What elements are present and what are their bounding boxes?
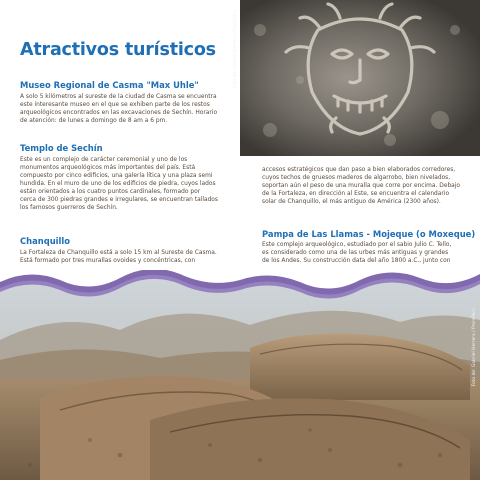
- text-line: Este es un complejo de carácter ceremonial y uno de los: [20, 157, 188, 163]
- text-line: accesos estratégicos que dan paso a bien elaborados corredores,: [262, 167, 456, 173]
- section-body-chanquillo: [20, 249, 230, 265]
- section-body-museo: [20, 93, 230, 125]
- section-body-chanquillo-continued: [262, 166, 470, 206]
- text-line: A solo 5 kilómetros al sureste de la ciudad de Casma se encuentra: [20, 94, 217, 100]
- fortress-landscape-photo: [0, 270, 480, 480]
- stone-carving-photo: [240, 0, 480, 156]
- text-line: es considerado como una de las urbes más antiguas y grandes: [262, 250, 449, 257]
- section-body-pampa: [262, 241, 470, 265]
- text-line: de la Fortaleza, en dirección al Este, se encuentra el calendario: [262, 191, 450, 198]
- section-body-sechin: [20, 156, 230, 212]
- text-line: cerca de 300 piedras grandes e irregulares, se encuentran tallados: [20, 197, 218, 204]
- text-line: arqueológicos encontrados en las excavaciones de Sechín. Horario: [20, 110, 218, 117]
- text-line: de los Andes. Su construcción data del año 1800 a.C., junto con: [262, 258, 451, 265]
- section-title-chanquillo: Chanquillo: [20, 236, 71, 246]
- text-line: compuesto por cinco edificios, una galería lítica y una plaza semi: [20, 173, 213, 180]
- stone-carving-illustration: [240, 0, 480, 156]
- text-line: solar de Chanquillo, el más antiguo de América (2300 años).: [262, 199, 441, 206]
- text-line: hundida. En el muro de uno de los edificios de piedra, cuyos lados: [20, 181, 216, 188]
- section-title-museo: Museo Regional de Casma "Max Uhle": [20, 80, 199, 90]
- section-title-pampa: Pampa de Las Llamas - Mojeque (o Moxeque): [262, 229, 476, 239]
- text-line: están orientados a los cuatro puntos cardinales, formado por: [20, 189, 201, 196]
- page-title: Atractivos turísticos: [20, 40, 216, 60]
- text-line: cuyos techos de gruesos maderos de algarrobo, bien nivelados,: [262, 175, 451, 182]
- photo-credit-bottom: Foto de: Gabriel Herrera / PromPerú: [471, 308, 476, 387]
- photo-credit-top: Foto de: Gabriel Herrera / PromPerú: [232, 10, 237, 89]
- text-line: soportan aún el peso de una muralla que corre por encima. Debajo: [262, 183, 461, 190]
- section-title-sechin: Templo de Sechín: [20, 143, 103, 153]
- text-line: Está formado por tres murallas ovoides y concéntricas, con: [20, 258, 196, 265]
- text-line: de atención: de lunes a domingo de 8 am a 6 pm.: [20, 118, 168, 125]
- text-line: los famosos guerreros de Sechín.: [20, 205, 118, 212]
- text-line: Este complejo arqueológico, estudiado por el sabio Julio C. Tello,: [262, 242, 452, 248]
- text-line: monumentos arqueológicos más importantes del país. Está: [20, 165, 196, 172]
- text-line: La Fortaleza de Chanquillo está a solo 15 km al Sureste de Casma.: [20, 250, 217, 256]
- text-line: este interesante museo en el que se exhiben parte de los restos: [20, 102, 210, 109]
- fortress-landscape-illustration: [0, 270, 480, 480]
